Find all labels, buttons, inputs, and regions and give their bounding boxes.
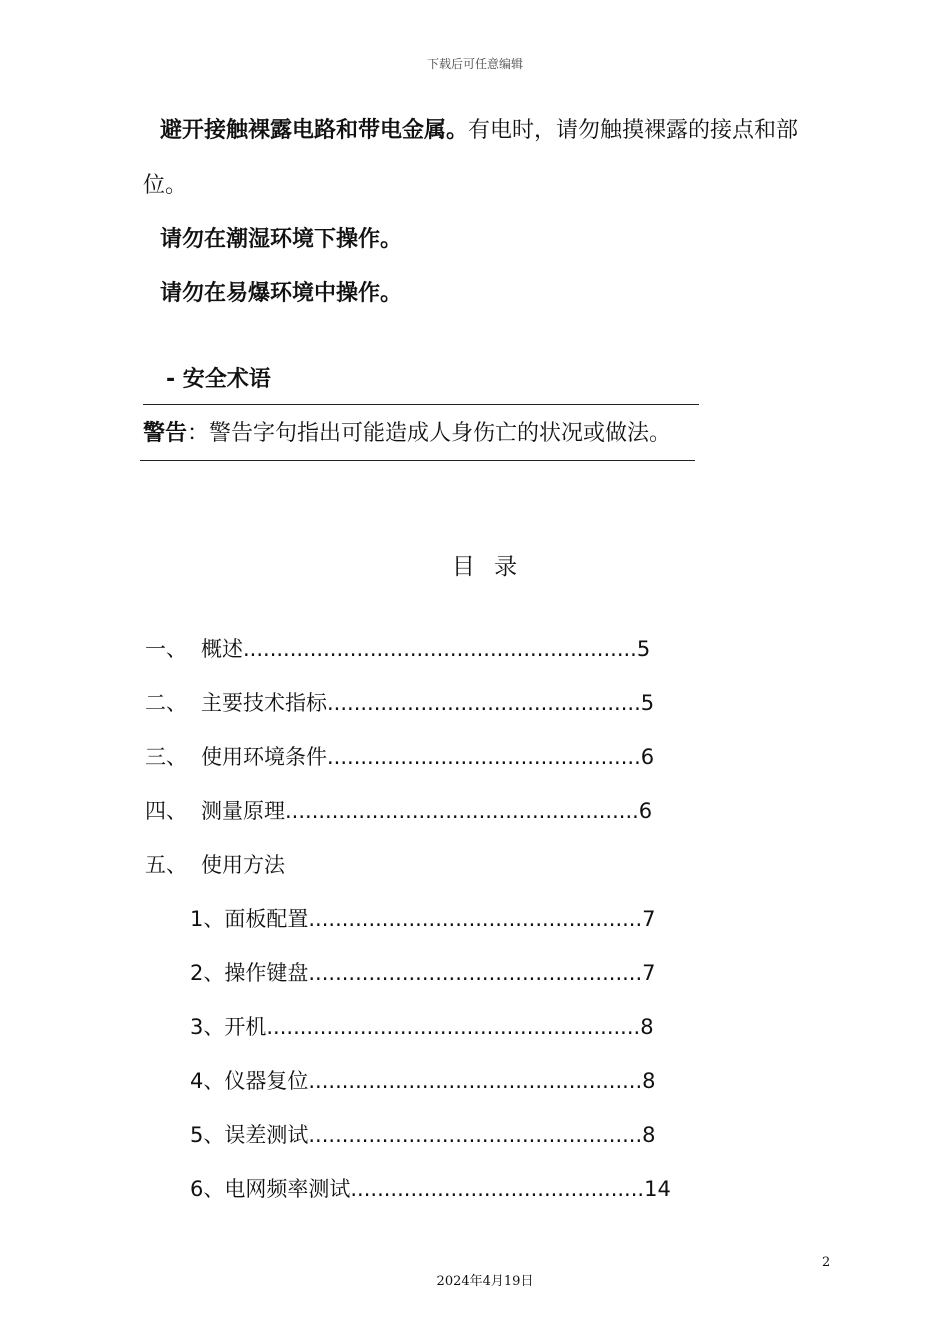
toc-subitem-text: 1、面板配置: [190, 907, 309, 931]
warning-label: 警告: [143, 421, 188, 446]
toc-item-text: 主要技术指标: [201, 691, 327, 715]
toc-subitem-leader: ..................................................: [308, 1069, 643, 1093]
toc-subitem-page: 7: [642, 907, 656, 931]
toc-item-text: 概述: [201, 637, 243, 661]
safety-paragraph-1: [160, 117, 798, 145]
divider-top: [143, 404, 699, 405]
toc-item[interactable]: [145, 689, 654, 717]
page-header: 下载后可任意编辑: [426, 57, 523, 71]
toc-subitem[interactable]: [190, 905, 656, 933]
footer-date: 2024年4月19日: [436, 1274, 534, 1289]
toc-subitem-leader: ..................................................: [308, 961, 643, 985]
safety-paragraph-3: 请勿在易爆环境中操作。: [160, 281, 403, 306]
safety-terms-heading: - 安全术语: [166, 367, 271, 392]
toc-subitem-leader: ............................................: [350, 1177, 645, 1201]
toc-item-text: 使用环境条件: [201, 745, 327, 769]
toc-title: 目 录: [451, 554, 524, 580]
toc-subitem[interactable]: [190, 1121, 656, 1149]
toc-item-text: 测量原理: [201, 799, 285, 823]
toc-subitem-page: 8: [642, 1069, 656, 1093]
toc-item-page: 6: [640, 745, 655, 769]
toc-item-number: 三、: [145, 745, 187, 769]
toc-item[interactable]: [145, 743, 654, 771]
toc-subitem-text: 5、误差测试: [190, 1123, 309, 1147]
toc-item-leader: ...........................................................: [243, 637, 637, 661]
toc-item[interactable]: [145, 635, 650, 663]
toc-item-number: 二、: [145, 691, 187, 715]
toc-subitem-page: 8: [640, 1015, 654, 1039]
warning-text: ：警告字句指出可能造成人身伤亡的状况或做法。: [187, 421, 672, 446]
toc-item-number: 五、: [145, 853, 187, 877]
divider-bottom: [140, 460, 695, 461]
toc-subitem[interactable]: [190, 959, 656, 987]
safety-bold-text: 避开接触裸露电路和带电金属。: [160, 118, 469, 143]
toc-subitem[interactable]: [190, 1013, 654, 1041]
toc-subitem-leader: ..................................................: [308, 1123, 643, 1147]
toc-item-number: 四、: [145, 799, 187, 823]
toc-subitem-text: 2、操作键盘: [190, 961, 309, 985]
toc-item-number: 一、: [145, 637, 187, 661]
warning-line: [143, 420, 671, 448]
toc-subitem-text: 3、开机: [190, 1015, 267, 1039]
page-number: 2: [822, 1255, 831, 1270]
safety-paragraph-1-continued: 位。: [143, 173, 188, 198]
safety-text: 有电时，请勿触摸裸露的接点和部: [468, 118, 799, 143]
toc-subitem-page: 7: [642, 961, 656, 985]
toc-item-page: 5: [636, 637, 651, 661]
toc-item-leader: ...............................................: [327, 691, 641, 715]
toc-subitem-leader: ..................................................: [308, 907, 643, 931]
toc-subitem[interactable]: [190, 1067, 656, 1095]
safety-paragraph-2: 请勿在潮湿环境下操作。: [160, 227, 403, 252]
toc-item-leader: .....................................................: [285, 799, 639, 823]
toc-item-page: 6: [638, 799, 653, 823]
toc-subitem-page: 14: [644, 1177, 671, 1201]
toc-item-text: 使用方法: [201, 853, 285, 877]
toc-subitem-text: 6、电网频率测试: [190, 1177, 351, 1201]
toc-item[interactable]: [145, 797, 652, 825]
toc-item[interactable]: [145, 851, 285, 879]
toc-item-leader: ...............................................: [327, 745, 641, 769]
toc-subitem-leader: ........................................................: [266, 1015, 641, 1039]
toc-subitem-page: 8: [642, 1123, 656, 1147]
toc-subitem[interactable]: [190, 1175, 671, 1203]
toc-subitem-text: 4、仪器复位: [190, 1069, 309, 1093]
toc-item-page: 5: [640, 691, 655, 715]
